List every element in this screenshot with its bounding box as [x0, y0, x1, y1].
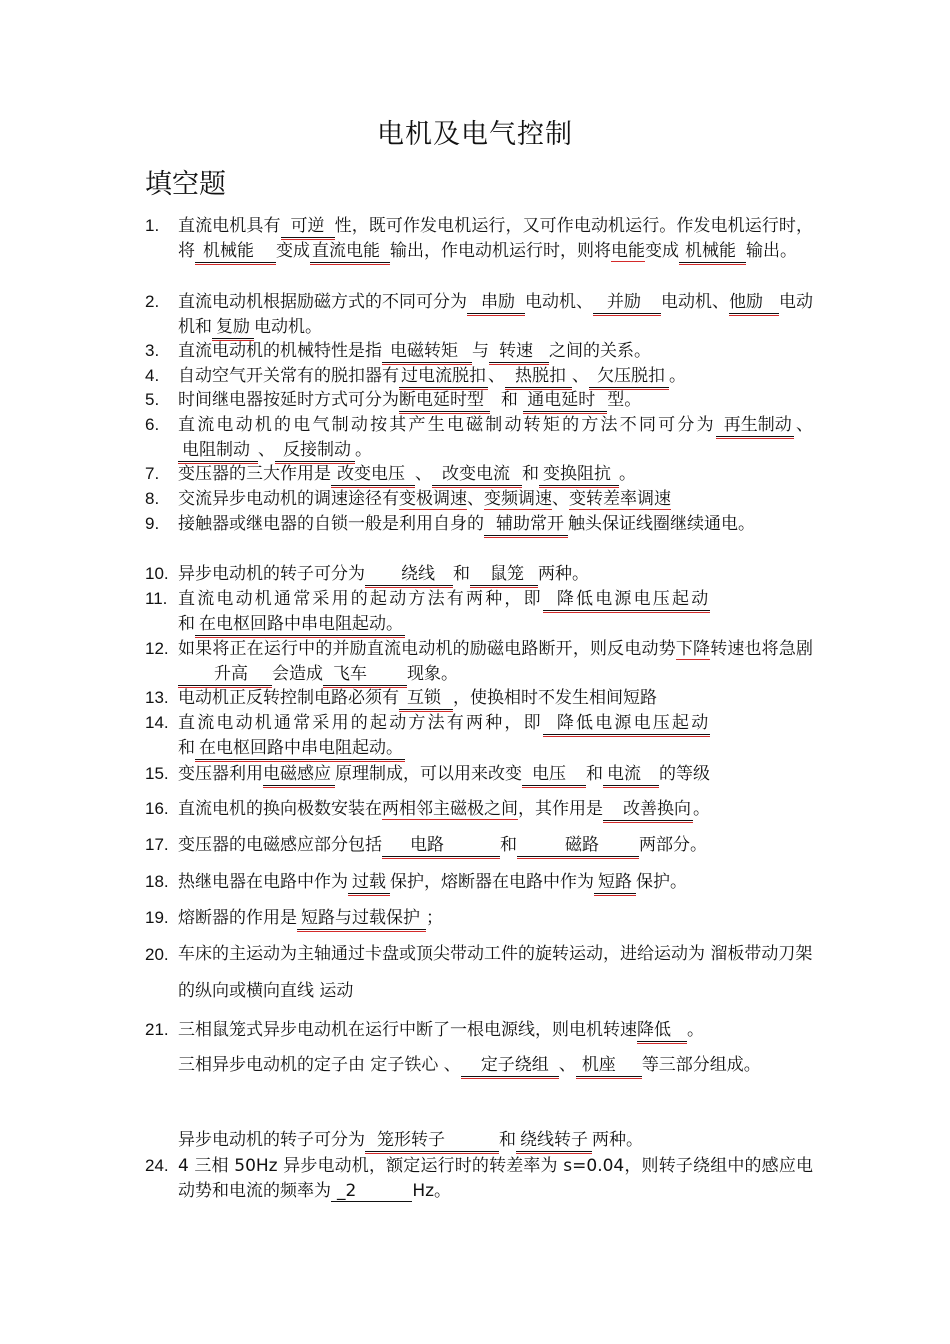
- section-heading: 填空题: [145, 169, 226, 200]
- item-number: 19.: [145, 908, 169, 927]
- item-number: 9.: [145, 514, 160, 533]
- answer-blank: 串励: [467, 291, 525, 314]
- answer-blank: 转速: [489, 340, 549, 363]
- item-number: 6.: [145, 415, 160, 434]
- list-item: 2. 直流电动机根据励磁方式的不同可分为 串励 电动机、 并励 电动机、他励 电动机和 复励 电动机。: [145, 292, 813, 337]
- list-item: 19. 熔断器的作用是 短路与过载保护 ；: [145, 906, 813, 931]
- item-number: 7.: [145, 464, 160, 483]
- answer-blank: 机械能: [679, 240, 746, 263]
- list-item: 24. 4 三相 50Hz 异步电动机，额定运行时的转差率为 s=0.04，则转子绕组中的感应电动势和电流的频率为 _2 Hz。: [145, 1156, 813, 1201]
- item-number: 8.: [145, 489, 160, 508]
- item-number: 24.: [145, 1156, 169, 1175]
- item-number: 3.: [145, 341, 160, 360]
- answer-blank: 反接制动: [275, 439, 355, 462]
- answer-blank: 电能: [611, 240, 645, 261]
- answer-blank: 欠压脱扣: [589, 365, 669, 388]
- answer-blank: 电压: [522, 763, 586, 786]
- answer-blank: 他励: [729, 291, 779, 314]
- list-item: 6. 直流电动机的电气制动按其产生电磁制动转矩的方法不同可分为 再生制动 、电阻制动 、 反接制动 。: [145, 415, 814, 460]
- answer-blank: 互锁: [399, 687, 453, 710]
- item-number: 14.: [145, 713, 169, 732]
- answer-blank: 升高: [178, 663, 272, 686]
- answer-blank: 热脱扣: [505, 365, 572, 388]
- answer-blank: 电流: [603, 763, 659, 786]
- answer-blank: 机械能: [195, 240, 276, 263]
- answer-blank: 变换阻抗: [539, 463, 619, 486]
- list-item: 5. 时间继电器按延时方式可分为断电延时型 和 通电延时 型。: [145, 388, 813, 413]
- list-item: 15. 变压器利用电磁感应 原理制成，可以用来改变 电压 和 电流 的等级: [145, 762, 813, 787]
- list-item: 13. 电动机正反转控制电路必须有 互锁 ，使换相时不发生相间短路: [145, 686, 813, 711]
- answer-blank: 变转差率调速: [569, 489, 671, 509]
- list-item: 7. 变压器的三大作用是 改变电压 、 改变电流 和 变换阻抗 。: [145, 462, 813, 487]
- answer-blank: 复励: [212, 316, 254, 339]
- answer-blank: 变极调速: [399, 489, 467, 509]
- list-item: 18. 热继电器在电路中作为 过载 保护，熔断器在电路中作为 短路 保护。: [145, 870, 813, 895]
- answer-blank: 过载: [348, 871, 390, 894]
- list-item: 3. 直流电动机的机械特性是指 电磁转矩 与 转速 之间的关系。: [145, 339, 813, 364]
- answer-blank: 定子绕组: [461, 1054, 559, 1077]
- answer-blank: 在电枢回路中串电阻起动。: [195, 613, 405, 636]
- answer-blank: 机座: [576, 1054, 642, 1077]
- answer-blank: 改善换向: [603, 798, 693, 821]
- answer-blank: 并励: [593, 291, 661, 314]
- answer-blank: 短路: [594, 871, 636, 894]
- answer-blank: 变频调速: [484, 489, 552, 509]
- item-number: 15.: [145, 764, 169, 783]
- item-number: 18.: [145, 872, 169, 891]
- item-number: 2.: [145, 292, 160, 311]
- item-number: 5.: [145, 390, 160, 409]
- list-item: 12. 如果将正在运行中的并励直流电动机的励磁电路断开，则反电动势下降转速也将急剧升高 会造成 飞车 现象。: [145, 639, 814, 684]
- item-number: 1.: [145, 216, 160, 235]
- answer-blank: 过电流脱扣: [401, 366, 486, 386]
- list-item: 9. 接触器或继电器的自锁一般是利用自身的 辅助常开 触头保证线圈继续通电。: [145, 512, 813, 537]
- item-number: 20.: [145, 945, 169, 964]
- answer-blank: 降低电源电压起动: [543, 588, 711, 611]
- list-item: 8. 交流异步电动机的调速途径有变极调速、变频调速、变转差率调速: [145, 487, 813, 512]
- list-item: 4. 自动空气开关常有的脱扣器有 过电流脱扣 、 热脱扣 、 欠压脱扣 。: [145, 364, 813, 389]
- item-number: 21.: [145, 1020, 169, 1039]
- answer-blank: 鼠笼: [470, 563, 538, 586]
- answer-blank: 再生制动: [716, 414, 794, 437]
- list-item: 21. 三相鼠笼式异步电动机在运行中断了一根电源线，则电机转速降低 。: [145, 1018, 813, 1043]
- list-item: 1. 直流电机具有 可逆 性，既可作发电机运行，又可作电动机运行。作发电机运行时，将 机械能 变成 直流电能 输出，作电动机运行时，则将电能变成 机械能 输出。: [145, 216, 814, 261]
- item-number: 12.: [145, 639, 169, 658]
- answer-blank: 改变电流: [432, 463, 522, 486]
- answer-blank: 通电延时: [523, 389, 607, 412]
- item-number: 4.: [145, 366, 160, 385]
- answer-blank: 降低电源电压起动: [543, 712, 711, 735]
- answer-blank: 电磁转矩: [382, 340, 472, 363]
- answer-blank: 电阻制动: [178, 439, 258, 462]
- answer-blank: 下降: [675, 639, 711, 659]
- list-item: 20. 车床的主运动为主轴通过卡盘或顶尖带动工件的旋转运动，进给运动为 溜板带动刀架的纵向或横向直线 运动: [145, 936, 813, 1010]
- answer-blank: 短路与过载保护: [297, 907, 426, 930]
- answer-blank: 绕线转子: [516, 1129, 592, 1152]
- item-number: 11.: [145, 589, 168, 608]
- item-number: 10.: [145, 564, 169, 583]
- answer-blank: 笼形转子: [365, 1129, 499, 1152]
- answer-blank: 辅助常开: [484, 513, 568, 536]
- answer-blank: 断电延时型: [399, 389, 490, 412]
- answer-blank: 飞车: [323, 663, 407, 686]
- answer-blank: 改变电压: [331, 463, 415, 486]
- answer-blank: 降低: [637, 1019, 687, 1042]
- document-title: 电机及电气控制: [377, 119, 573, 150]
- list-item: 三相异步电动机的定子由 定子铁心 、 定子绕组 、 机座 等三部分组成。: [178, 1055, 761, 1075]
- answer-blank: 两相邻主磁极之间: [382, 799, 518, 819]
- list-item: 16. 直流电机的换向极数安装在两相邻主磁极之间，其作用是 改善换向 。: [145, 797, 813, 822]
- item-number: 13.: [145, 688, 169, 707]
- list-item: 11. 直流电动机通常采用的起动方法有两种，即 降低电源电压起动 和 在电枢回路中串电阻起动。: [145, 589, 711, 634]
- answer-blank: 电磁感应: [263, 763, 335, 786]
- answer-blank: 磁路: [517, 834, 639, 857]
- answer-blank: 可逆: [281, 215, 335, 238]
- answer-blank: 直流电能: [310, 240, 390, 263]
- answer-blank: 在电枢回路中串电阻起动。: [195, 737, 405, 760]
- list-item: 10. 异步电动机的转子可分为 绕线 和 鼠笼 两种。: [145, 562, 813, 587]
- list-item: 异步电动机的转子可分为 笼形转子 和 绕线转子 两种。: [178, 1130, 643, 1150]
- list-item: 14. 直流电动机通常采用的起动方法有两种，即 降低电源电压起动 和 在电枢回路中串电阻起动。: [145, 713, 711, 758]
- answer-blank: 电路: [382, 834, 500, 857]
- answer-blank: 绕线: [365, 563, 453, 586]
- item-number: 17.: [145, 835, 169, 854]
- item-number: 16.: [145, 799, 169, 818]
- list-item: 17. 变压器的电磁感应部分包括 电路 和 磁路 两部分。: [145, 833, 813, 858]
